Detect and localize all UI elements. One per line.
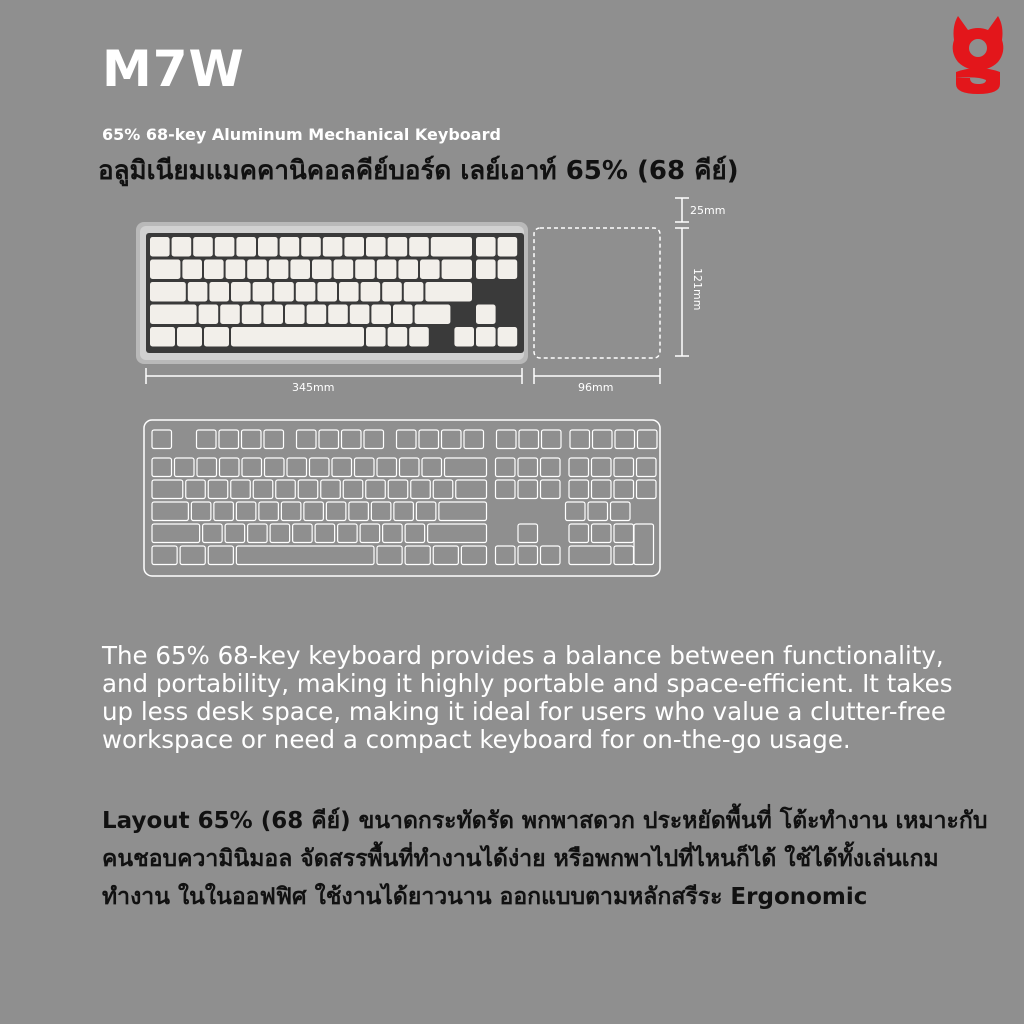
keycap — [476, 327, 496, 347]
outline-key — [541, 458, 561, 477]
outline-key — [332, 458, 352, 477]
outline-key — [338, 524, 358, 543]
keycap — [193, 237, 213, 257]
outline-key — [637, 480, 657, 499]
outline-key — [197, 430, 217, 449]
saved-space-area — [534, 228, 660, 358]
outline-key — [397, 430, 417, 449]
outline-key — [214, 502, 234, 521]
outline-key — [400, 458, 420, 477]
keycap — [498, 260, 518, 280]
saved-width-label: 96mm — [578, 381, 614, 394]
keycap — [204, 327, 229, 347]
keycap — [334, 260, 354, 280]
outline-key — [242, 430, 262, 449]
outline-key — [588, 502, 608, 521]
outline-key — [377, 458, 397, 477]
outline-key — [152, 480, 183, 499]
keycap — [350, 305, 370, 325]
keycap — [231, 282, 251, 302]
subtitle-english: 65% 68-key Aluminum Mechanical Keyboard — [102, 125, 501, 144]
keycap — [409, 327, 429, 347]
outline-key — [518, 480, 538, 499]
outline-key — [360, 524, 380, 543]
outline-key — [593, 430, 613, 449]
outline-key — [496, 546, 516, 565]
outline-key — [298, 480, 318, 499]
outline-key — [569, 480, 589, 499]
keycap — [317, 282, 337, 302]
outline-key — [439, 502, 487, 521]
keycap — [355, 260, 375, 280]
outline-key — [496, 458, 516, 477]
keycap — [172, 237, 192, 257]
outline-key — [180, 546, 205, 565]
outline-key — [287, 458, 307, 477]
outline-key — [569, 546, 611, 565]
outline-key — [208, 480, 228, 499]
outline-key — [175, 458, 195, 477]
keycap — [269, 260, 289, 280]
height-dimension — [675, 198, 689, 222]
keycap — [307, 305, 327, 325]
outline-key — [208, 546, 233, 565]
outline-key — [518, 524, 538, 543]
outline-key — [326, 502, 346, 521]
keycap — [215, 237, 235, 257]
outline-key — [383, 524, 403, 543]
outline-key — [152, 430, 172, 449]
keycap — [231, 327, 364, 347]
keycap — [366, 237, 386, 257]
keycap — [339, 282, 359, 302]
keycap — [415, 305, 451, 325]
outline-key — [343, 480, 363, 499]
outline-key — [253, 480, 273, 499]
outline-key — [422, 458, 442, 477]
keycap — [220, 305, 240, 325]
outline-key — [405, 524, 425, 543]
height-label: 25mm — [690, 204, 726, 217]
outline-key — [394, 502, 414, 521]
keycap — [454, 327, 474, 347]
keycap — [404, 282, 424, 302]
outline-key — [293, 524, 313, 543]
outline-key — [570, 430, 590, 449]
outline-key — [442, 430, 462, 449]
outline-key — [592, 480, 612, 499]
keycap — [393, 305, 413, 325]
outline-key — [310, 458, 330, 477]
outline-key — [405, 546, 430, 565]
outline-key — [634, 524, 654, 565]
keycap — [371, 305, 391, 325]
outline-key — [152, 524, 200, 543]
outline-key — [152, 458, 172, 477]
keycap — [199, 305, 219, 325]
keycap — [150, 327, 175, 347]
description-thai: Layout 65% (68 คีย์) ขนาดกระทัดรัด พกพาสดวก ประหยัดพื้นที่ โต้ะทำงาน เหมาะกับ คนชอบความินิมอล จัดสรรพื้นที่ทำงานได้ง่าย หรือพกพาไปที่ไหนก็ได้ ใช้ได้ทั้งเล่นเกม ทำงาน ในในออฟฟิศ ใช้งานได้ยาวนาน ออกแบบตามหลักสรีระ Ergonomic — [102, 808, 988, 910]
keycap — [242, 305, 262, 325]
keycap — [476, 305, 496, 325]
outline-key — [614, 458, 634, 477]
outline-key — [456, 480, 487, 499]
outline-key — [519, 430, 539, 449]
outline-key — [270, 524, 290, 543]
keycap — [290, 260, 310, 280]
outline-key — [236, 546, 374, 565]
keycap — [312, 260, 332, 280]
outline-key — [569, 524, 589, 543]
outline-key — [297, 430, 317, 449]
outline-key — [355, 458, 375, 477]
keycap — [150, 260, 180, 280]
keycap — [236, 237, 256, 257]
outline-key — [637, 458, 657, 477]
outline-key — [461, 546, 486, 565]
keycap — [177, 327, 202, 347]
keycap — [409, 237, 429, 257]
outline-key — [541, 480, 561, 499]
keycap — [188, 282, 208, 302]
outline-key — [592, 524, 612, 543]
outline-key — [464, 430, 484, 449]
outline-key — [225, 524, 245, 543]
keycap — [420, 260, 440, 280]
outline-key — [366, 480, 386, 499]
outline-key — [614, 524, 634, 543]
outline-key — [615, 430, 635, 449]
description-english: The 65% 68-key keyboard provides a balance between functionality, and portability, making it highly portable and space-efficient. It takes up less desk space, making it ideal for users who value a clutter-free workspace or need a compact keyboard for on-the-go usage. — [102, 641, 953, 754]
outline-key — [259, 502, 279, 521]
outline-key — [614, 480, 634, 499]
keycap — [182, 260, 202, 280]
outline-key — [388, 480, 408, 499]
outline-key — [265, 458, 285, 477]
outline-key — [219, 430, 239, 449]
outline-key — [377, 546, 402, 565]
keycap — [285, 305, 305, 325]
keycap — [258, 237, 278, 257]
outline-key — [569, 458, 589, 477]
depth-label: 121mm — [691, 268, 704, 311]
width-label: 345mm — [292, 381, 335, 394]
keycap — [150, 305, 197, 325]
keycap — [377, 260, 397, 280]
outline-key — [445, 458, 487, 477]
outline-key — [518, 458, 538, 477]
keycap — [382, 282, 402, 302]
keycap — [301, 237, 321, 257]
keycap — [498, 237, 518, 257]
keycap — [388, 237, 408, 257]
keycap — [476, 260, 496, 280]
keycap — [263, 305, 283, 325]
outline-key — [614, 546, 634, 565]
full-size-keys — [152, 430, 657, 565]
outline-key — [496, 480, 516, 499]
keycap — [476, 237, 496, 257]
outline-key — [611, 502, 631, 521]
outline-key — [349, 502, 369, 521]
outline-key — [319, 430, 339, 449]
keycap — [425, 282, 472, 302]
keycap — [150, 237, 170, 257]
outline-key — [231, 480, 251, 499]
outline-key — [315, 524, 335, 543]
keycap — [280, 237, 300, 257]
keycap — [274, 282, 294, 302]
keycap — [442, 260, 472, 280]
outline-key — [281, 502, 301, 521]
page-title: M7W — [102, 40, 245, 98]
outline-key — [566, 502, 586, 521]
outline-key — [321, 480, 341, 499]
keycap — [344, 237, 364, 257]
keycap — [431, 237, 472, 257]
keycap — [498, 327, 518, 347]
outline-key — [419, 430, 439, 449]
depth-dimension — [675, 228, 689, 356]
outline-key — [242, 458, 262, 477]
outline-key — [152, 502, 188, 521]
outline-key — [433, 480, 453, 499]
keycap — [150, 282, 186, 302]
outline-key — [433, 546, 458, 565]
keyboard-keys — [150, 237, 517, 347]
outline-key — [186, 480, 206, 499]
outline-key — [248, 524, 268, 543]
keycap — [361, 282, 381, 302]
outline-key — [304, 502, 324, 521]
outline-key — [416, 502, 436, 521]
outline-key — [592, 458, 612, 477]
outline-key — [191, 502, 211, 521]
outline-key — [518, 546, 538, 565]
outline-key — [264, 430, 284, 449]
outline-key — [220, 458, 240, 477]
outline-key — [542, 430, 562, 449]
keycap — [323, 237, 343, 257]
outline-key — [497, 430, 517, 449]
keycap — [388, 327, 408, 347]
outline-key — [236, 502, 256, 521]
keycap — [247, 260, 267, 280]
keycap — [253, 282, 273, 302]
keycap — [328, 305, 348, 325]
outline-key — [411, 480, 431, 499]
outline-key — [342, 430, 362, 449]
outline-key — [541, 546, 561, 565]
outline-key — [364, 430, 384, 449]
keycap — [209, 282, 229, 302]
keycap — [366, 327, 386, 347]
subtitle-thai: อลูมิเนียมแมคคานิคอลคีย์บอร์ด เลย์เอาท์ 65% (68 คีย์) — [98, 156, 739, 186]
keycap — [226, 260, 246, 280]
outline-key — [371, 502, 391, 521]
outline-key — [428, 524, 487, 543]
outline-key — [203, 524, 223, 543]
keycap — [398, 260, 418, 280]
outline-key — [276, 480, 296, 499]
keycap — [296, 282, 316, 302]
keycap — [204, 260, 224, 280]
outline-key — [638, 430, 658, 449]
outline-key — [152, 546, 177, 565]
outline-key — [197, 458, 217, 477]
